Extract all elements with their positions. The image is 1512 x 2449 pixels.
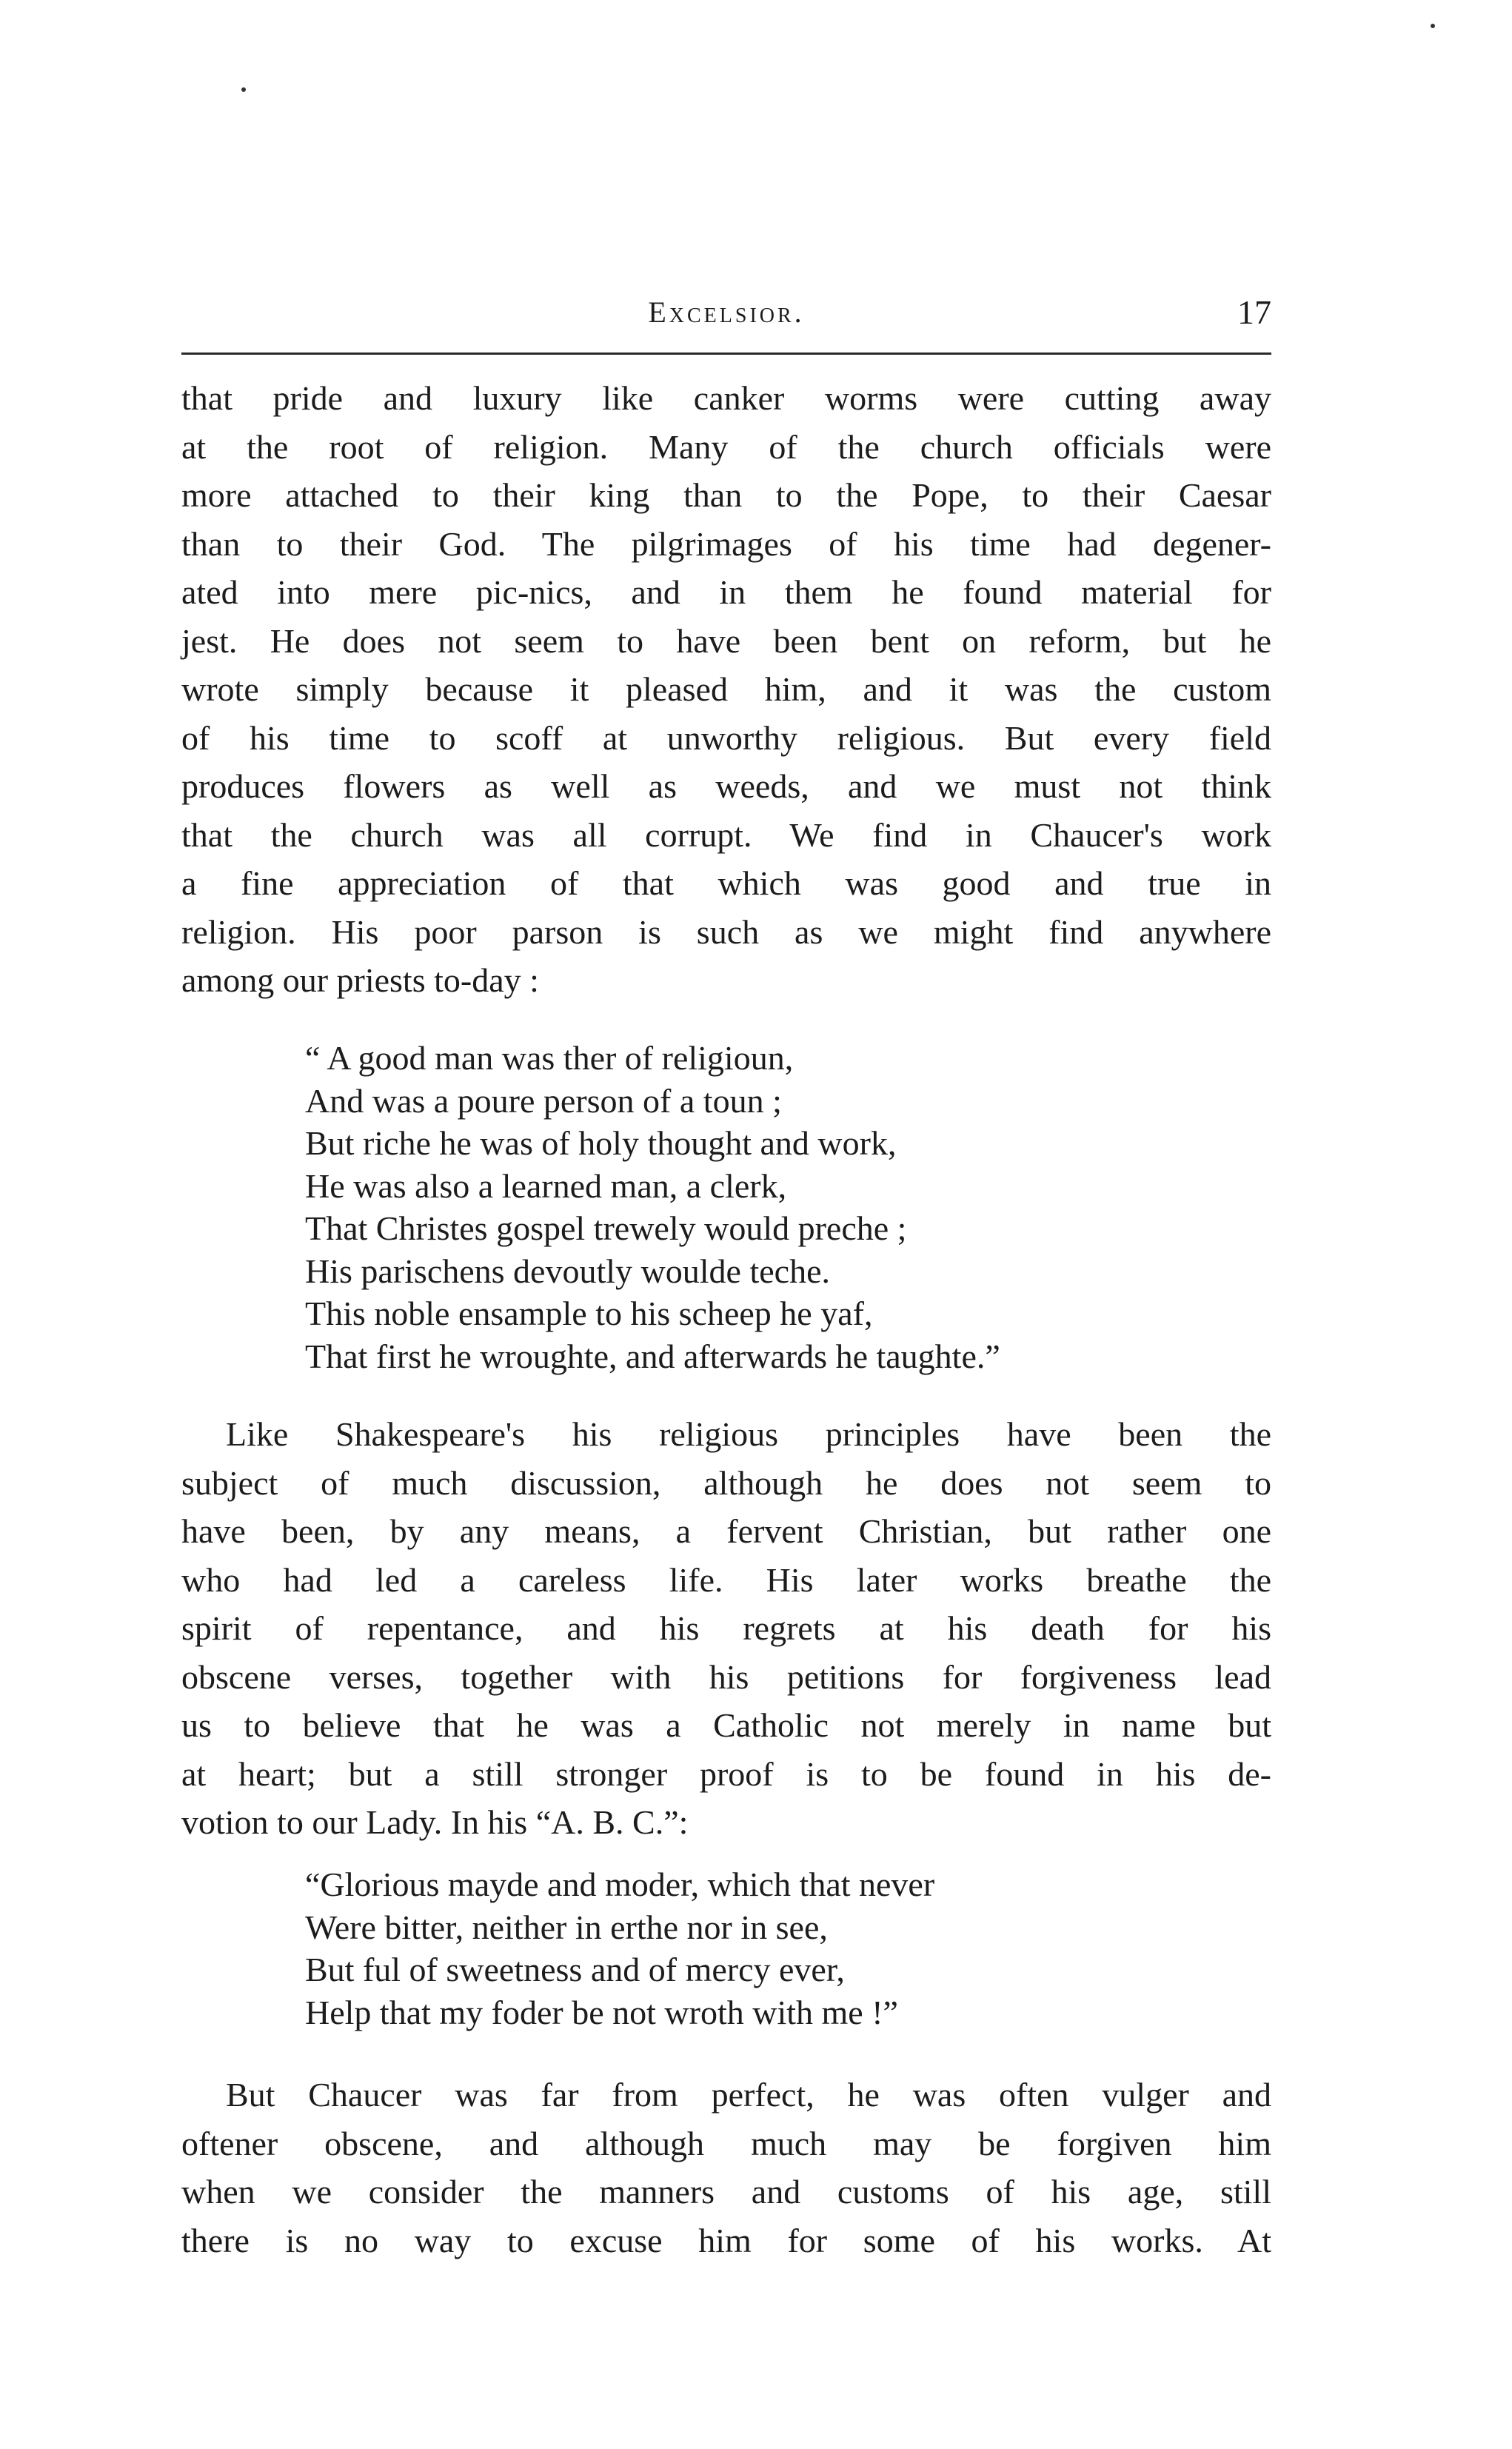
verse-line: He was also a learned man, a clerk, <box>305 1166 787 1205</box>
paragraph-line: obscene verses, together with his petitions for forgiveness lead <box>181 1657 1271 1696</box>
verse-line: That first he wroughte, and afterwards he taughte.” <box>305 1337 1000 1375</box>
paragraph-line: oftener obscene, and although much may be forgiven him <box>181 2124 1271 2162</box>
verse-line: This noble ensample to his scheep he yaf, <box>305 1294 873 1332</box>
paragraph-2 <box>181 1410 1271 1847</box>
paragraph-line: spirit of repentance, and his regrets at his death for his <box>181 1609 1271 1647</box>
paragraph-line: wrote simply because it pleased him, and it was the custom <box>181 670 1271 708</box>
paragraph-line: than to their God. The pilgrimages of his time had degener- <box>181 524 1271 563</box>
page-header <box>181 290 1271 335</box>
paragraph-line: ated into mere pic-nics, and in them he found material for <box>181 573 1271 611</box>
paragraph-line: But Chaucer was far from perfect, he was often vulger and <box>226 2076 1271 2114</box>
verse-line: But ful of sweetness and of mercy ever, <box>305 1951 845 1988</box>
paragraph-line: at the root of religion. Many of the church officials were <box>181 427 1271 466</box>
verse-line: And was a poure person of a toun ; <box>305 1081 782 1120</box>
verse-quote-2 <box>305 1863 934 2034</box>
paragraph-line: that pride and luxury like canker worms were cutting away <box>181 379 1271 417</box>
paragraph-line: a fine appreciation of that which was good and true in <box>181 864 1271 902</box>
paragraph-line: religion. His poor parson is such as we might find anywhere <box>181 912 1271 951</box>
verse-line: “Glorious mayde and moder, which that never <box>305 1865 935 1903</box>
paragraph-line: when we consider the manners and customs of his age, still <box>181 2173 1271 2211</box>
verse-line: “ A good man was ther of religioun, <box>305 1039 794 1077</box>
paragraph-line: us to believe that he was a Catholic not merely in name but <box>181 1706 1271 1744</box>
paragraph-line: votion to our Lady. In his “A. B. C.”: <box>181 1803 689 1841</box>
paragraph-line: that the church was all corrupt. We find in Chaucer's work <box>181 815 1271 854</box>
page-number: 17 <box>1237 293 1271 331</box>
scan-speck <box>1431 24 1435 28</box>
verse-line: That Christes gospel trewely would preche ; <box>305 1209 907 1247</box>
paragraph-1 <box>181 374 1271 1005</box>
scan-speck <box>241 87 246 92</box>
paragraph-line: subject of much discussion, although he does not seem to <box>181 1463 1271 1502</box>
verse-quote-1 <box>305 1037 1000 1377</box>
header-rule <box>181 353 1271 355</box>
paragraph-line: Like Shakespeare's his religious principles have been the <box>226 1415 1271 1453</box>
paragraph-line: of his time to scoff at unworthy religious. But every field <box>181 718 1271 757</box>
paragraph-line: at heart; but a still stronger proof is to be found in his de- <box>181 1754 1271 1793</box>
verse-line: Help that my foder be not wroth with me !” <box>305 1993 898 2031</box>
paragraph-line: more attached to their king than to the Pope, to their Caesar <box>181 476 1271 514</box>
verse-line: Were bitter, neither in erthe nor in see, <box>305 1908 828 1946</box>
running-head: Excelsior. <box>648 295 805 329</box>
paragraph-line: produces flowers as well as weeds, and we must not think <box>181 767 1271 805</box>
paragraph-3 <box>181 2071 1271 2265</box>
paragraph-line: who had led a careless life. His later works breathe the <box>181 1560 1271 1599</box>
verse-line: But riche he was of holy thought and work, <box>305 1124 897 1162</box>
paragraph-line: have been, by any means, a fervent Christian, but rather one <box>181 1512 1271 1550</box>
paragraph-line: there is no way to excuse him for some of his works. At <box>181 2221 1271 2259</box>
paragraph-line: jest. He does not seem to have been bent on reform, but he <box>181 621 1271 660</box>
verse-line: His parischens devoutly woulde teche. <box>305 1252 830 1290</box>
paragraph-line: among our priests to-day : <box>181 961 539 999</box>
